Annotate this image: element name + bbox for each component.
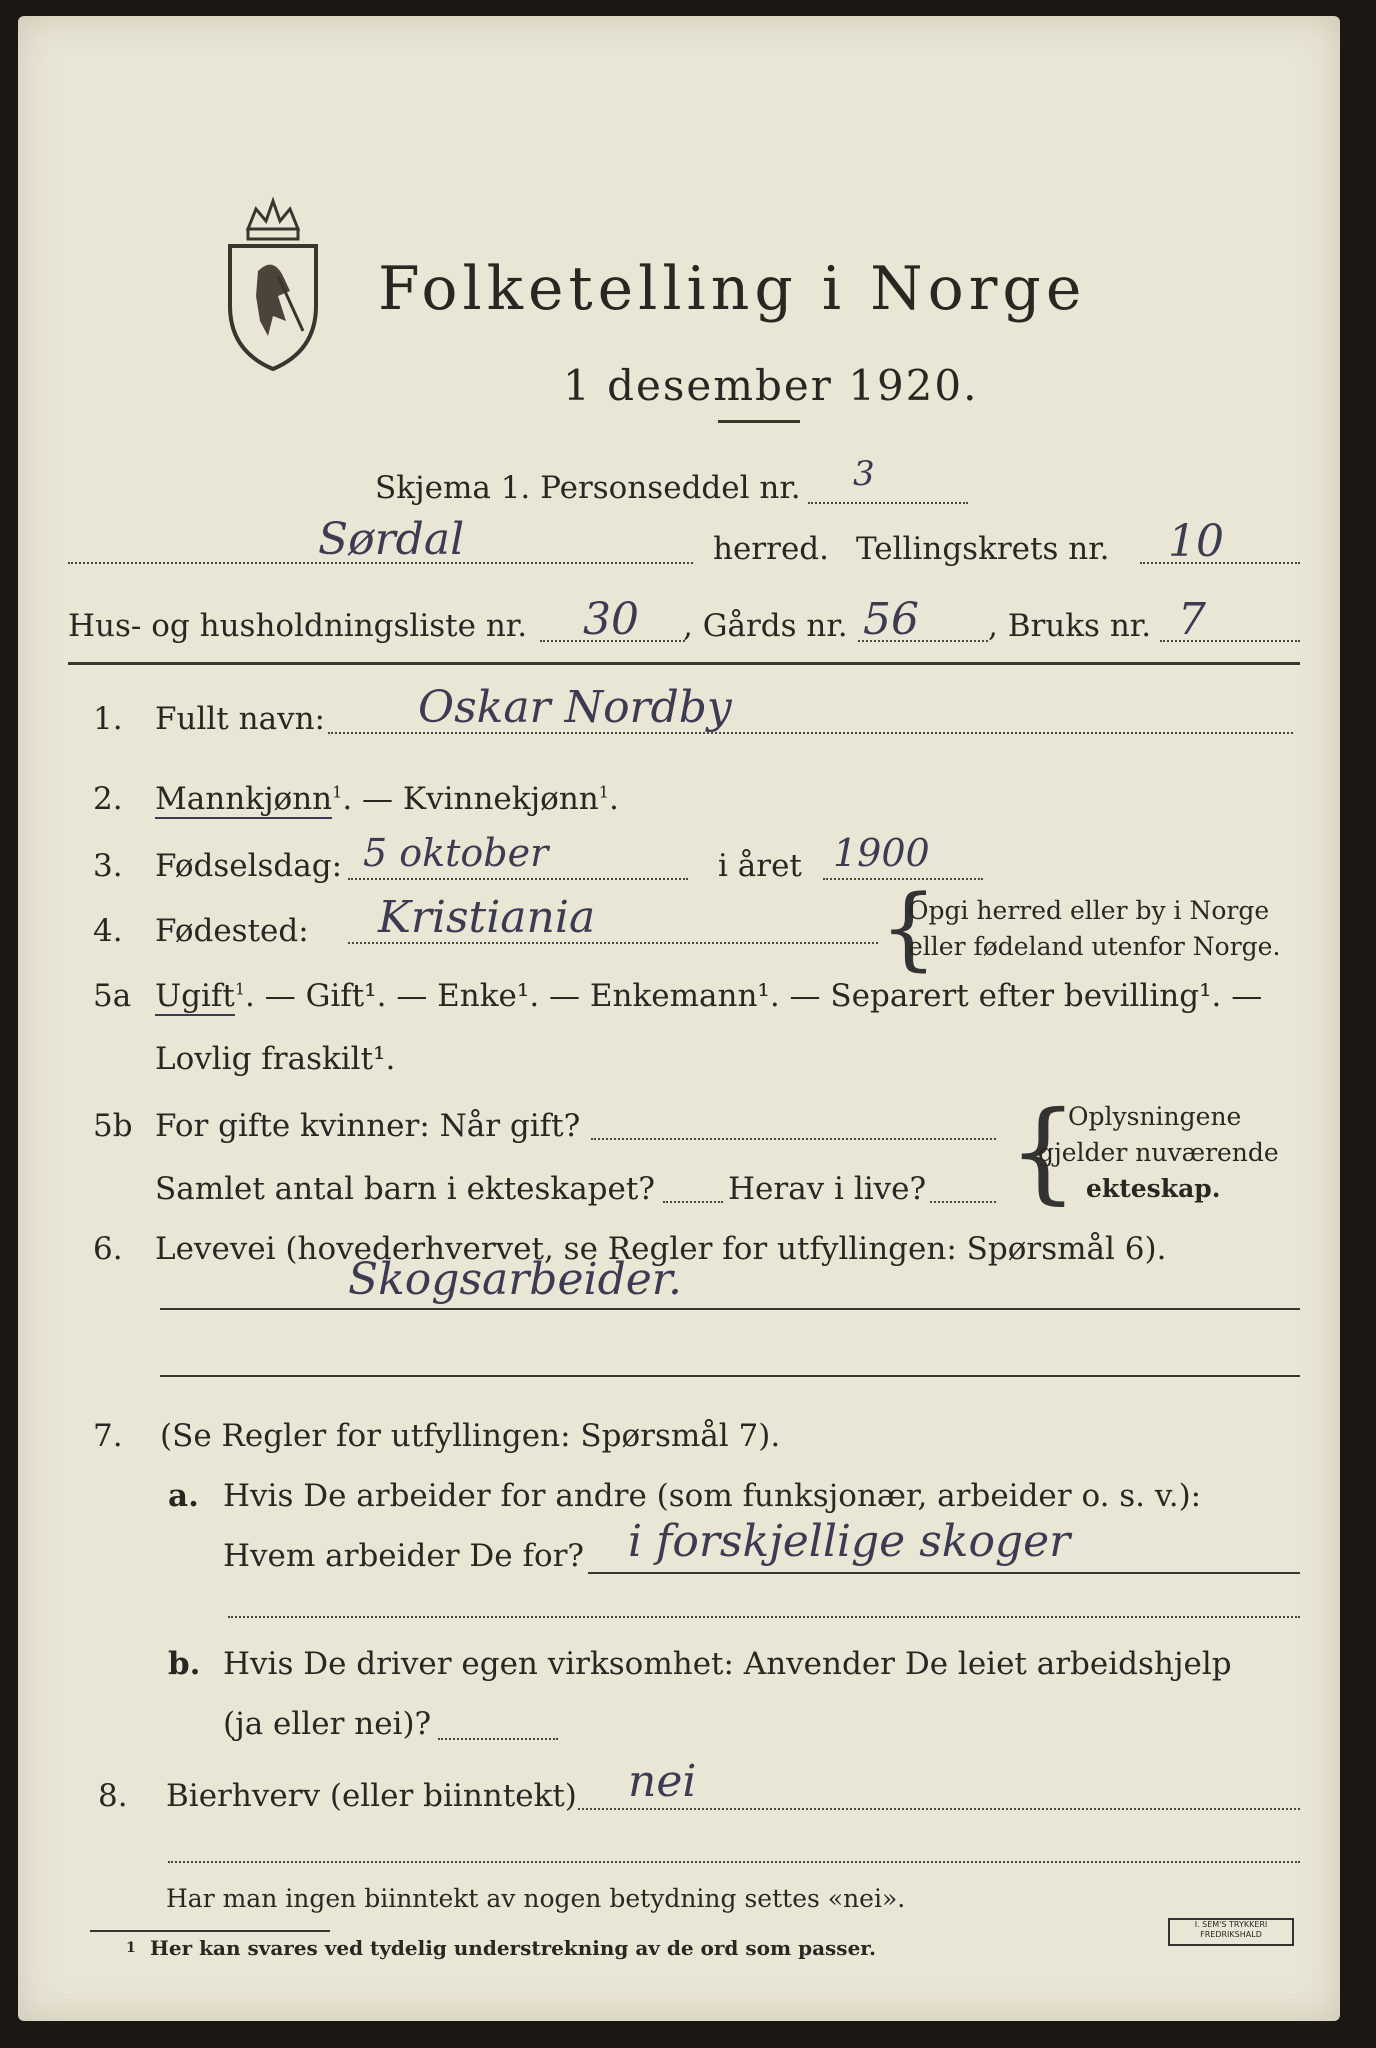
footnote-text: Her kan svares ved tydelig understrekning av de ord som passer. — [150, 1936, 876, 1960]
q8-field-2[interactable] — [168, 1861, 1300, 1863]
title-divider — [718, 420, 800, 423]
herred-value: Sørdal — [318, 514, 465, 565]
footnote-divider — [90, 1930, 330, 1932]
q5b-alive-field[interactable] — [930, 1201, 996, 1203]
census-form-page — [18, 16, 1340, 2021]
q7b-line2: (ja eller nei)? — [223, 1706, 432, 1742]
printer-stamp: I. SEM'S TRYKKERI FREDRIKSHALD — [1168, 1918, 1294, 1946]
q5b-children-field[interactable] — [663, 1201, 723, 1203]
q6-label: Levevei (hovederhvervet, se Regler for utfyllingen: Spørsmål 6). — [155, 1231, 1167, 1267]
q7b-field[interactable] — [438, 1738, 558, 1740]
q8-label: Bierhverv (eller biinntekt) — [166, 1778, 577, 1814]
q5a-other-options[interactable]: . — Gift¹. — Enke¹. — Enkemann¹. — Separert efter bevilling¹. — — [245, 978, 1263, 1014]
gards-label: , Gårds nr. — [683, 608, 848, 644]
q4-note-1: Opgi herred eller by i Norge — [908, 896, 1270, 925]
q1-number: 1. — [93, 701, 123, 737]
q5b-brace: { — [1008, 1087, 1078, 1215]
q5b-line1: For gifte kvinner: Når gift? — [155, 1108, 581, 1144]
q6-line-2[interactable] — [160, 1375, 1300, 1377]
bruks-value: 7 — [1178, 594, 1206, 645]
q5b-note-3: ekteskap. — [1086, 1174, 1221, 1203]
q2-options — [155, 781, 619, 817]
q7a-value: i forskjellige skoger — [628, 1516, 1071, 1567]
q5a-options: Ugift$^1$. — Gift¹. — Enke¹. — Enkemann¹. — Separert efter bevilling¹. — — [155, 978, 1263, 1014]
hus-label: Hus- og husholdningsliste nr. — [68, 608, 528, 644]
q5b-number: 5b — [93, 1108, 133, 1144]
bruks-label: , Bruks nr. — [988, 608, 1152, 644]
census-date: 1 desember 1920. — [563, 361, 979, 410]
q7b-letter: b. — [168, 1646, 201, 1682]
q7b-line1: Hvis De driver egen virksomhet: Anvender De leiet arbeidshjelp — [223, 1646, 1232, 1682]
q5b-children-label: Samlet antal barn i ekteskapet? — [155, 1171, 655, 1207]
gards-value: 56 — [863, 594, 919, 645]
q6-value: Skogsarbeider. — [348, 1254, 682, 1305]
personseddel-field[interactable] — [808, 502, 968, 504]
hus-value: 30 — [583, 594, 639, 645]
tellingskrets-label: Tellingskrets nr. — [856, 531, 1110, 567]
q6-number: 6. — [93, 1231, 123, 1267]
q2-male-option[interactable]: Mannkjønn — [155, 781, 333, 817]
q3-number: 3. — [93, 848, 123, 884]
q5a-number: 5a — [93, 978, 132, 1014]
q3-day-value: 5 oktober — [363, 831, 549, 875]
footnote-number: 1 — [126, 1940, 136, 1956]
q7a-letter: a. — [168, 1478, 199, 1514]
q4-note-2: eller fødeland utenfor Norge. — [908, 932, 1281, 961]
herred-label: herred. — [713, 531, 829, 567]
q3-year-value: 1900 — [833, 831, 930, 875]
q7a-field[interactable] — [588, 1572, 1300, 1574]
q8-value: nei — [628, 1756, 697, 1807]
q4-number: 4. — [93, 913, 123, 949]
q3-year-label: i året — [718, 848, 802, 884]
q7a-field-2[interactable] — [228, 1616, 1300, 1618]
q4-label: Fødested: — [155, 913, 309, 949]
tellingskrets-value: 10 — [1168, 516, 1224, 567]
q1-value: Oskar Nordby — [418, 682, 732, 733]
q4-value: Kristiania — [378, 892, 596, 943]
coat-of-arms-icon — [218, 191, 328, 371]
skjema-label: Skjema 1. Personseddel nr. — [375, 470, 801, 506]
q7a-line2: Hvem arbeider De for? — [223, 1538, 585, 1574]
header-divider — [68, 662, 1300, 665]
q4-brace: { — [880, 876, 938, 981]
q7a-line1: Hvis De arbeider for andre (som funksjonær, arbeider o. s. v.): — [223, 1478, 1202, 1514]
q2-female-option[interactable]: Kvinnekjønn — [402, 781, 599, 817]
document-title: Folketelling i Norge — [378, 254, 1087, 324]
q2-sup: 1 — [332, 782, 343, 802]
q3-day-field[interactable] — [348, 878, 688, 880]
q8-field[interactable] — [578, 1808, 1300, 1810]
q5b-note-1: Oplysningene — [1068, 1102, 1242, 1131]
q1-label: Fullt navn: — [155, 701, 325, 737]
q2-end: . — [608, 781, 619, 817]
q2-number: 2. — [93, 781, 123, 817]
q5b-alive-label: Herav i live? — [728, 1171, 927, 1207]
q7-number: 7. — [93, 1418, 123, 1454]
q2-sep: . — — [342, 781, 403, 817]
q5a-line2[interactable]: Lovlig fraskilt¹. — [155, 1041, 396, 1077]
q8-number: 8. — [98, 1778, 128, 1814]
q5b-when-field[interactable] — [591, 1138, 996, 1140]
q5a-ugift-option[interactable]: Ugift — [155, 978, 235, 1014]
q6-line-1[interactable] — [160, 1308, 1300, 1310]
q5b-note-2: gjelder nuværende — [1038, 1138, 1279, 1167]
personseddel-value: 3 — [853, 454, 875, 494]
q7-label: (Se Regler for utfyllingen: Spørsmål 7). — [160, 1418, 781, 1454]
q3-label: Fødselsdag: — [155, 848, 343, 884]
footer-note: Har man ingen biinntekt av nogen betydning settes «nei». — [166, 1884, 906, 1913]
q2-sup2: 1 — [598, 782, 609, 802]
